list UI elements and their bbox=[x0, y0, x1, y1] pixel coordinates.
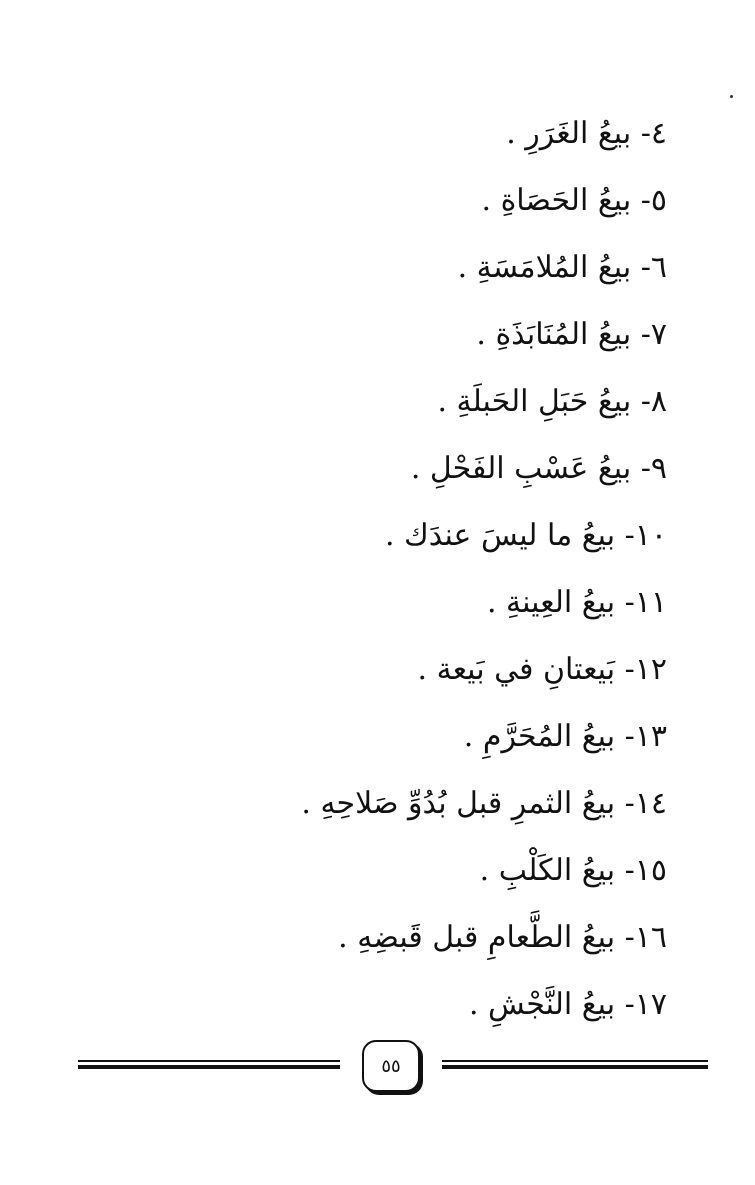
list-item: ١١- بيعُ العِينةِ . bbox=[486, 585, 667, 620]
list-item: ١٠- بيعُ ما ليسَ عندَك . bbox=[384, 518, 667, 553]
list-item: ٩- بيعُ عَسْبِ الفَحْلِ . bbox=[410, 451, 667, 486]
list-item: ١٥- بيعُ الكَلْبِ . bbox=[479, 853, 667, 888]
page-number-badge bbox=[362, 1040, 420, 1092]
list-item: ٦- بيعُ المُلامَسَةِ . bbox=[457, 250, 667, 285]
list-item: ١٦- بيعُ الطَّعامِ قبل قَبضِهِ . bbox=[338, 920, 667, 955]
page-footer bbox=[0, 1030, 755, 1100]
list-item: ٥- بيعُ الحَصَاةِ . bbox=[481, 183, 667, 218]
page-number: ٥٥ bbox=[381, 1055, 401, 1077]
list-item: ١٢- بَيعتانِ في بَيعة . bbox=[417, 652, 667, 687]
scan-speck bbox=[730, 95, 733, 98]
prohibited-sales-list bbox=[107, 110, 667, 1048]
list-item: ٧- بيعُ المُنَابَذَةِ . bbox=[476, 317, 667, 352]
footer-rule-left bbox=[78, 1060, 340, 1069]
list-item: ٤- بيعُ الغَرَرِ . bbox=[506, 116, 667, 151]
list-item: ١٤- بيعُ الثمرِ قبل بُدُوِّ صَلاحِهِ . bbox=[301, 786, 667, 821]
list-item: ٨- بيعُ حَبَلِ الحَبلَةِ . bbox=[437, 384, 667, 419]
footer-rule-right bbox=[442, 1060, 708, 1069]
list-item: ١٧- بيعُ النَّجْشِ . bbox=[468, 987, 667, 1022]
list-item: ١٣- بيعُ المُحَرَّمِ . bbox=[463, 719, 667, 754]
